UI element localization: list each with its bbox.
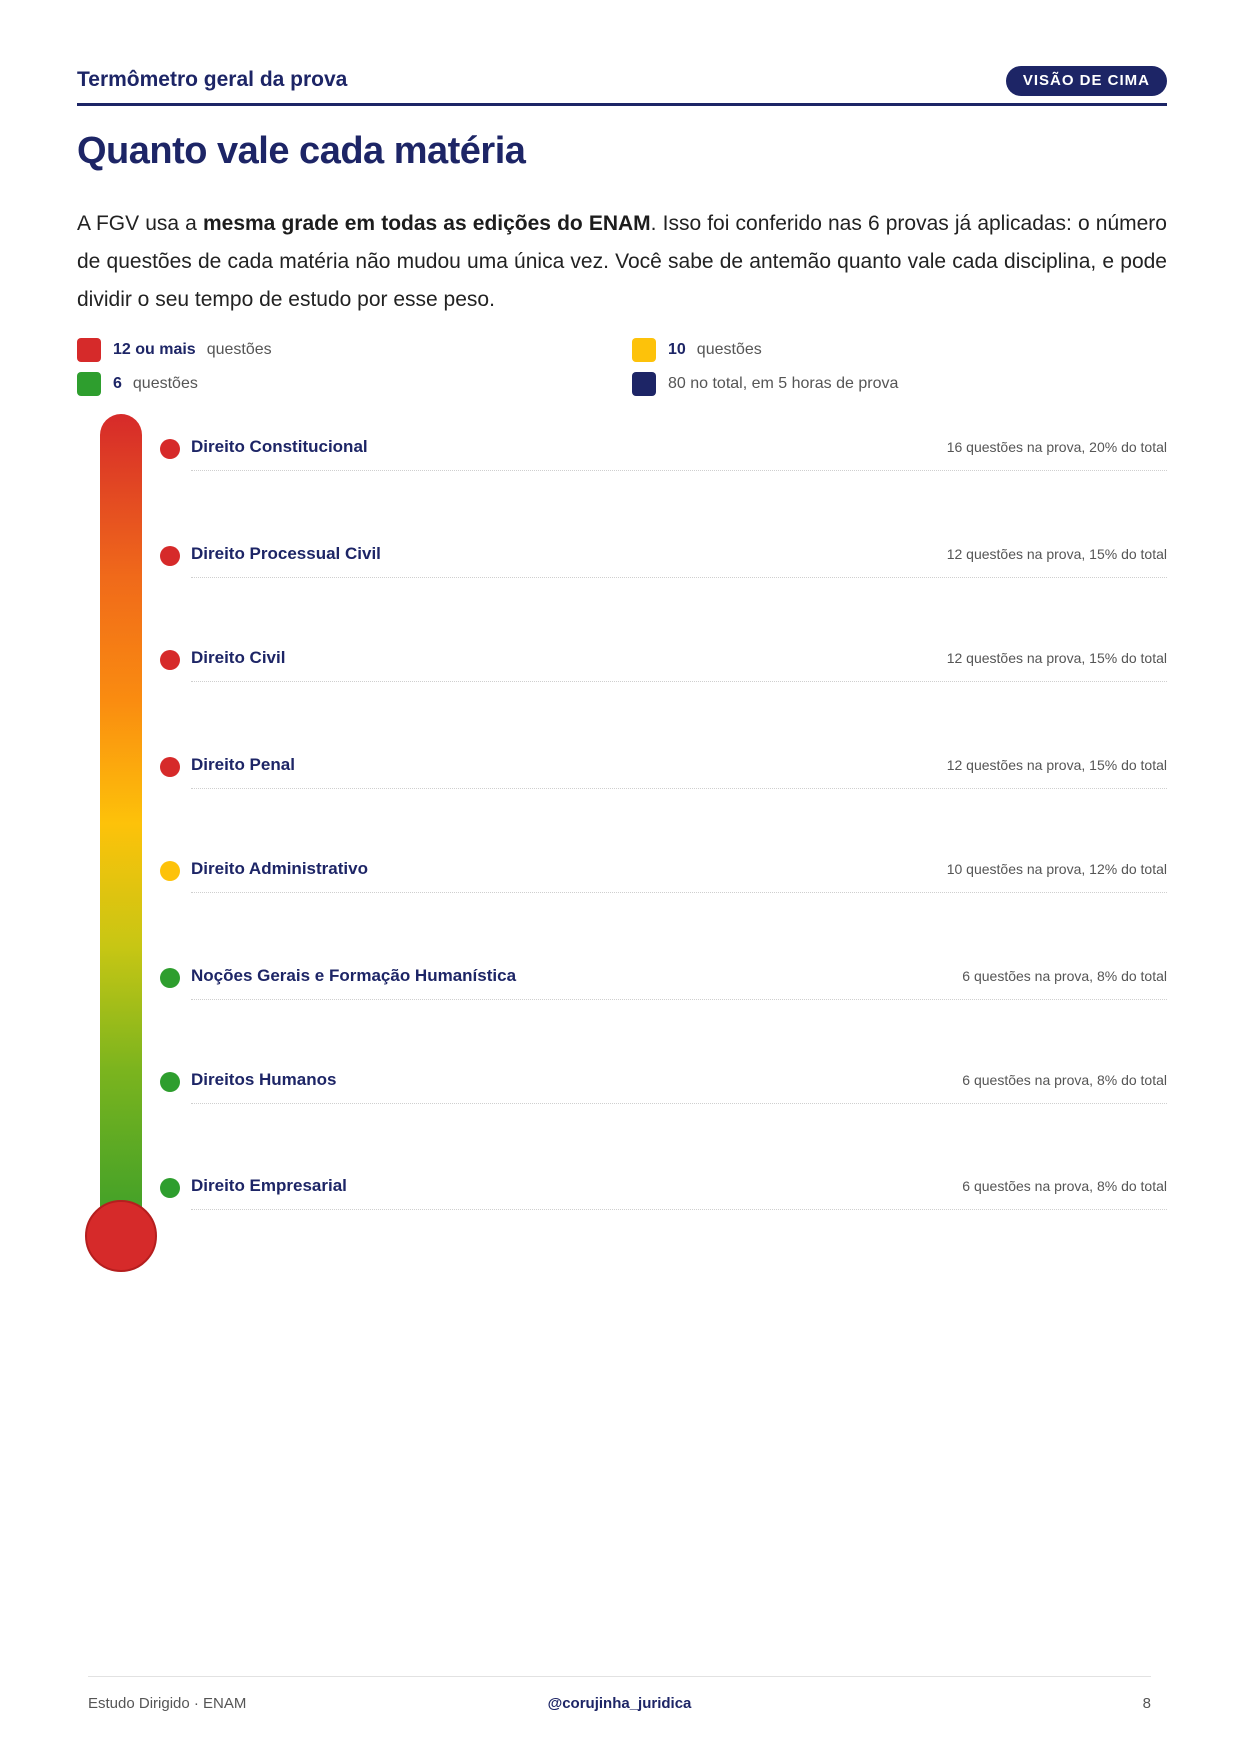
- legend-swatch-red: [77, 338, 101, 362]
- subject-name: Direitos Humanos: [191, 1070, 337, 1089]
- subject-name: Direito Administrativo: [191, 859, 368, 878]
- row-divider: [191, 681, 1167, 682]
- intro-text-end: . Isso foi conferido nas 6 provas já aplicadas: o número de questões de cada matéria não mudou uma única vez. Você sabe de antemão quanto vale cada disciplina, e pode dividir o seu tempo de estudo por esse peso.: [77, 212, 1167, 311]
- footer-left: Estudo Dirigido · ENAM: [88, 1695, 247, 1712]
- level-dot-red: [160, 650, 180, 670]
- subject-row: [160, 747, 1167, 791]
- page-header: [77, 62, 1167, 106]
- subject-detail: 6 questões na prova, 8% do total: [962, 1072, 1167, 1088]
- subject-name: Direito Empresarial: [191, 1176, 347, 1195]
- legend-label: questões: [132, 375, 198, 392]
- legend-value: 6: [113, 375, 122, 392]
- level-dot-green: [160, 1072, 180, 1092]
- subject-detail: 12 questões na prova, 15% do total: [946, 757, 1167, 773]
- legend-value: 10: [668, 341, 686, 358]
- subject-detail: 6 questões na prova, 8% do total: [962, 968, 1167, 984]
- thermometer-tube: [100, 414, 142, 1234]
- legend-swatch-yellow: [632, 338, 656, 362]
- header-title: Termômetro geral da prova: [77, 68, 348, 91]
- row-divider: [191, 999, 1167, 1000]
- row-divider: [191, 470, 1167, 471]
- subject-row: [160, 958, 1167, 1002]
- level-dot-yellow: [160, 861, 180, 881]
- legend-value: 12 ou mais: [113, 341, 196, 358]
- page-footer: [88, 1676, 1151, 1726]
- footer-handle: @corujinha_juridica: [547, 1695, 692, 1712]
- legend-swatch-green: [77, 372, 101, 396]
- subject-name: Noções Gerais e Formação Humanística: [191, 966, 517, 985]
- subject-row: [160, 429, 1167, 473]
- page-number: 8: [1142, 1695, 1151, 1712]
- legend-label: 80 no total, em 5 horas de prova: [668, 375, 899, 392]
- row-divider: [191, 577, 1167, 578]
- legend-item-total: [632, 371, 898, 397]
- subject-name: Direito Penal: [191, 755, 295, 774]
- legend-item-6: [77, 371, 198, 397]
- subject-name: Direito Civil: [191, 648, 286, 667]
- legend-item-12-plus: [77, 337, 272, 363]
- level-dot-red: [160, 439, 180, 459]
- subject-detail: 6 questões na prova, 8% do total: [962, 1178, 1167, 1194]
- level-dot-red: [160, 757, 180, 777]
- intro-paragraph: [77, 205, 1167, 319]
- subject-row: [160, 851, 1167, 895]
- header-badge: VISÃO DE CIMA: [1006, 66, 1167, 96]
- subject-detail: 10 questões na prova, 12% do total: [946, 861, 1167, 877]
- level-dot-green: [160, 1178, 180, 1198]
- row-divider: [191, 892, 1167, 893]
- subject-detail: 16 questões na prova, 20% do total: [946, 439, 1167, 455]
- intro-emphasis: mesma grade em todas as edições do ENAM: [202, 212, 651, 235]
- subject-name: Direito Constitucional: [191, 437, 368, 456]
- subject-name: Direito Processual Civil: [191, 544, 381, 563]
- legend-item-10: [632, 337, 762, 363]
- legend-swatch-navy: [632, 372, 656, 396]
- subject-row: [160, 1168, 1167, 1212]
- row-divider: [191, 1103, 1167, 1104]
- subject-row: [160, 1062, 1167, 1106]
- level-dot-red: [160, 546, 180, 566]
- thermometer-bulb: [85, 1200, 157, 1272]
- row-divider: [191, 1209, 1167, 1210]
- intro-text-start: A FGV usa a: [77, 212, 203, 235]
- subject-detail: 12 questões na prova, 15% do total: [946, 546, 1167, 562]
- page-title: Quanto vale cada matéria: [77, 130, 526, 172]
- subject-row: [160, 640, 1167, 684]
- subject-detail: 12 questões na prova, 15% do total: [946, 650, 1167, 666]
- legend-label: questões: [206, 341, 272, 358]
- level-dot-green: [160, 968, 180, 988]
- row-divider: [191, 788, 1167, 789]
- subject-row: [160, 536, 1167, 580]
- legend-label: questões: [696, 341, 762, 358]
